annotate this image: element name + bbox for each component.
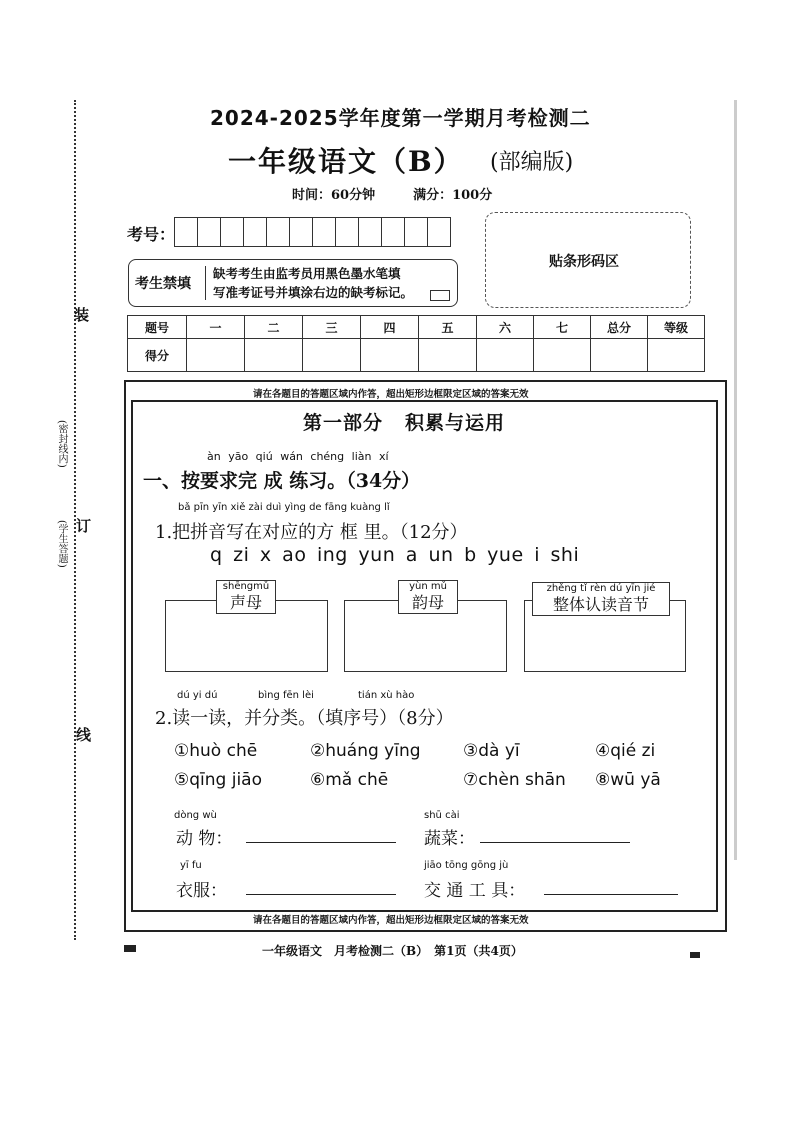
exam-number-cell[interactable] bbox=[289, 217, 313, 247]
score-header-cell: 等级 bbox=[648, 316, 705, 339]
margin-ding: 订 bbox=[76, 517, 92, 535]
notice-line-2: 写准考证号并填涂右边的缺考标记。 bbox=[213, 285, 414, 300]
notice-text bbox=[213, 264, 413, 302]
margin-vertical-note-2: (学生答题) bbox=[56, 520, 67, 568]
q1-2-title: 2.读一读，并分类。（填序号）（8分） bbox=[155, 708, 454, 729]
exam-title: 2024-2025学年度第一学期月考检测二 bbox=[210, 106, 591, 130]
option-4: ④qié zi bbox=[595, 741, 656, 761]
barcode-label: 贴条形码区 bbox=[549, 254, 619, 270]
exam-number-cell[interactable] bbox=[381, 217, 405, 247]
absence-notice-box bbox=[128, 259, 458, 307]
margin-zhuang: 装 bbox=[74, 306, 90, 324]
absence-mark-box[interactable] bbox=[430, 290, 450, 301]
q1-pinyin: àn yāo qiú wán chéng liàn xí bbox=[207, 450, 389, 463]
q1-2-pinyin-c: tián xù hào bbox=[358, 690, 415, 701]
score-header-cell: 四 bbox=[361, 316, 419, 339]
option-3: ③dà yī bbox=[463, 741, 520, 761]
shengmu-label: 声母 bbox=[229, 593, 262, 612]
option-6: ⑥mǎ chē bbox=[310, 770, 389, 790]
exam-number-label: 考号： bbox=[127, 225, 176, 244]
score-header-cell: 总分 bbox=[591, 316, 648, 339]
shengmu-tag bbox=[216, 580, 276, 614]
shengmu-pinyin: shēngmǔ bbox=[222, 581, 270, 592]
pinyin-letter-list: q zi x ao ing yun a un b yue i shi bbox=[210, 544, 580, 566]
option-7: ⑦chèn shān bbox=[463, 770, 566, 790]
cat-clothing-label: 衣服： bbox=[176, 881, 227, 901]
score-table bbox=[127, 315, 705, 372]
cat-transport-answer-line[interactable] bbox=[544, 894, 678, 895]
score-cell[interactable] bbox=[534, 339, 591, 372]
cat-transport-label: 交 通 工 具： bbox=[424, 881, 526, 901]
exam-number-cell[interactable] bbox=[266, 217, 290, 247]
exam-number-cell[interactable] bbox=[312, 217, 336, 247]
score-cell[interactable] bbox=[303, 339, 361, 372]
cat-clothing-answer-line[interactable] bbox=[246, 894, 396, 895]
score-cell[interactable] bbox=[187, 339, 245, 372]
exam-number-cell[interactable] bbox=[197, 217, 221, 247]
cat-transport-pinyin: jiāo tōng gōng jù bbox=[424, 860, 509, 871]
answer-warning-top: 请在各题目的答题区域内作答，超出矩形边框限定区域的答案无效 bbox=[253, 389, 529, 400]
score-row-label: 得分 bbox=[128, 339, 187, 372]
score-header-cell: 一 bbox=[187, 316, 245, 339]
yunmu-pinyin: yùn mǔ bbox=[409, 581, 447, 592]
barcode-area bbox=[485, 212, 691, 308]
cat-vegetable-answer-line[interactable] bbox=[480, 842, 630, 843]
q1-1-pinyin: bǎ pīn yīn xiě zài duì yìng de fāng kuàng lǐ bbox=[178, 502, 390, 513]
edition-label: (部编版) bbox=[490, 150, 574, 175]
notice-divider bbox=[205, 266, 206, 300]
score-header-cell: 二 bbox=[245, 316, 303, 339]
notice-label: 考生禁填 bbox=[135, 276, 191, 292]
answer-warning-bottom: 请在各题目的答题区域内作答，超出矩形边框限定区域的答案无效 bbox=[253, 915, 529, 926]
score-header-cell: 七 bbox=[534, 316, 591, 339]
yunmu-label: 韵母 bbox=[411, 593, 444, 612]
exam-number-cell[interactable] bbox=[174, 217, 198, 247]
score-cell[interactable] bbox=[477, 339, 534, 372]
q1-2-pinyin-a: dú yi dú bbox=[177, 690, 218, 701]
exam-number-cell[interactable] bbox=[220, 217, 244, 247]
score-cell[interactable] bbox=[245, 339, 303, 372]
score-cell[interactable] bbox=[648, 339, 705, 372]
margin-xian: 线 bbox=[76, 726, 92, 744]
option-5: ⑤qīng jiāo bbox=[174, 770, 262, 790]
page-footer: 一年级语文 月考检测二（B） 第1页（共4页） bbox=[262, 944, 523, 958]
q1-title: 一、按要求完 成 练习。（34分） bbox=[143, 470, 421, 492]
corner-marker bbox=[124, 945, 136, 952]
cat-vegetable-pinyin: shū cài bbox=[424, 810, 460, 821]
zhengti-pinyin: zhěng tǐ rèn dú yīn jié bbox=[546, 583, 656, 594]
exam-number-cell[interactable] bbox=[427, 217, 451, 247]
score-cell[interactable] bbox=[419, 339, 477, 372]
cat-vegetable-label: 蔬菜： bbox=[424, 829, 475, 849]
option-1: ①huò chē bbox=[174, 741, 258, 761]
q1-2-pinyin-b: bìng fēn lèi bbox=[258, 690, 314, 701]
full-score-label: 满分：100分 bbox=[413, 188, 493, 203]
exam-number-boxes[interactable] bbox=[175, 217, 451, 247]
corner-marker bbox=[690, 952, 700, 958]
option-8: ⑧wū yā bbox=[595, 770, 661, 790]
score-header-cell: 五 bbox=[419, 316, 477, 339]
score-header-cell: 三 bbox=[303, 316, 361, 339]
part-title-name: 积累与运用 bbox=[405, 412, 506, 434]
score-header-cell: 题号 bbox=[128, 316, 187, 339]
notice-line-1: 缺考考生由监考员用黑色墨水笔填 bbox=[213, 266, 401, 281]
score-cell[interactable] bbox=[591, 339, 648, 372]
q1-1-title: 1.把拼音写在对应的方 框 里。（12分） bbox=[155, 522, 468, 543]
margin-vertical-note-1: (密封线内) bbox=[56, 420, 67, 468]
zhengti-label: 整体认读音节 bbox=[552, 595, 649, 614]
option-2: ②huáng yīng bbox=[310, 741, 421, 761]
part-title-number: 第一部分 bbox=[303, 412, 384, 434]
exam-number-cell[interactable] bbox=[243, 217, 267, 247]
exam-number-cell[interactable] bbox=[358, 217, 382, 247]
cat-animal-pinyin: dòng wù bbox=[174, 810, 217, 821]
exam-number-cell[interactable] bbox=[335, 217, 359, 247]
time-label: 时间：60分钟 bbox=[292, 188, 376, 203]
cat-clothing-pinyin: yī fu bbox=[180, 860, 202, 871]
score-header-cell: 六 bbox=[477, 316, 534, 339]
time-score-line bbox=[292, 184, 530, 203]
page-edge bbox=[734, 100, 737, 860]
part-title bbox=[303, 408, 505, 435]
subject-title: 一年级语文（B） bbox=[228, 145, 464, 178]
zhengti-tag bbox=[532, 582, 670, 616]
cat-animal-answer-line[interactable] bbox=[246, 842, 396, 843]
score-cell[interactable] bbox=[361, 339, 419, 372]
cat-animal-label: 动 物： bbox=[176, 829, 233, 849]
exam-number-cell[interactable] bbox=[404, 217, 428, 247]
yunmu-tag bbox=[398, 580, 458, 614]
